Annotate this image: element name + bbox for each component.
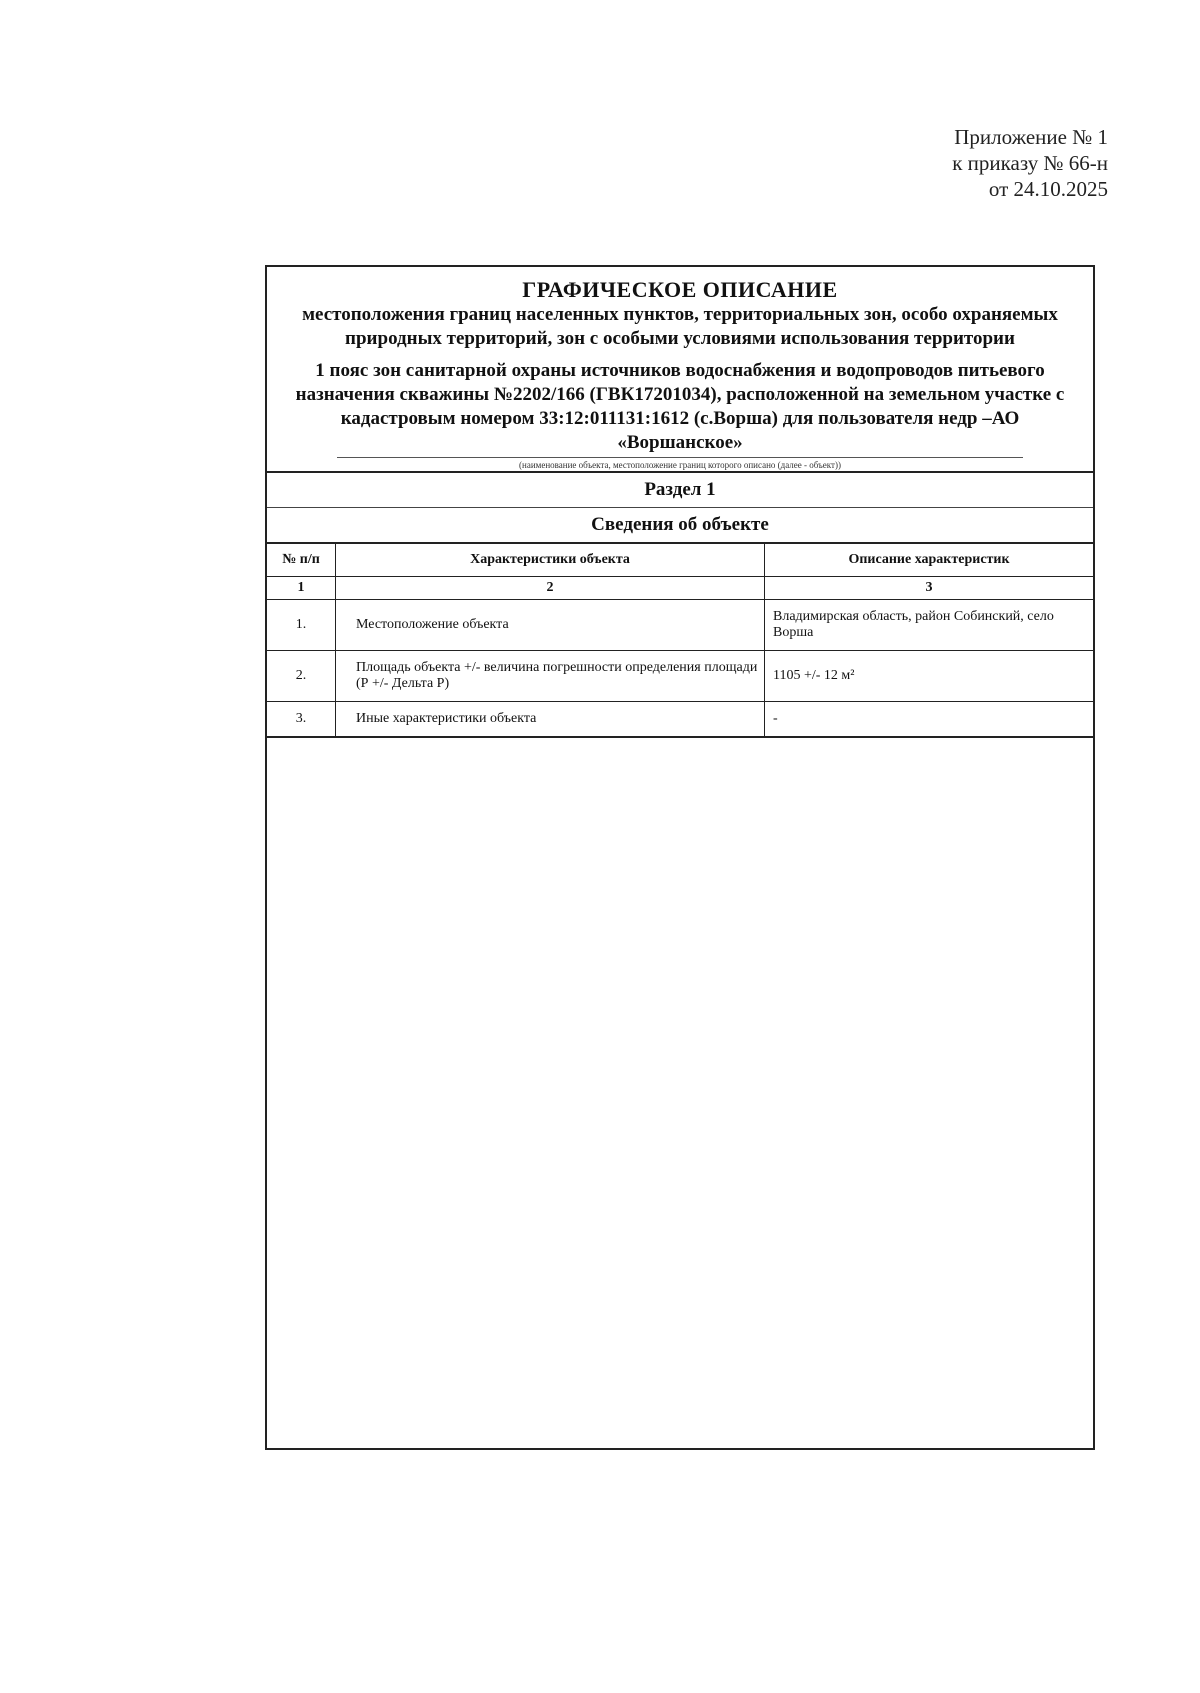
- header-description: Описание характеристик: [765, 543, 1094, 577]
- row-number: 2.: [267, 651, 336, 702]
- row-characteristic: Иные характеристики объекта: [336, 702, 765, 738]
- row-characteristic: Площадь объекта +/- величина погрешности определения площади (Р +/- Дельта Р): [336, 651, 765, 702]
- object-name: 1 пояс зон санитарной охраны источников водоснабжения и водопроводов питьевого назначения скважины №2202/166 (ГВК17201034), расположенной на земельном участке с кадастровым номером 33:12:011131:1612 (с.Ворша) для пользователя недр –АО «Воршанское»: [295, 360, 1065, 453]
- section-title: Раздел 1: [267, 471, 1093, 507]
- document-subtitle: местоположения границ населенных пунктов, территориальных зон, особо охраняемых природных территорий, зон с особыми условиями использования территории: [302, 304, 1058, 349]
- document-header: [267, 267, 1093, 471]
- row-description: 1105 +/- 12 м²: [765, 651, 1094, 702]
- table-row: [267, 600, 1093, 651]
- appendix-reference: [952, 124, 1108, 202]
- object-characteristics-table: [267, 542, 1093, 738]
- row-characteristic: Местоположение объекта: [336, 600, 765, 651]
- header-characteristic: Характеристики объекта: [336, 543, 765, 577]
- order-date: от 24.10.2025: [988, 177, 1108, 201]
- column-number-3: 3: [765, 577, 1094, 600]
- document-frame: [265, 265, 1095, 1450]
- order-number: к приказу № 66-н: [952, 151, 1108, 175]
- appendix-number: Приложение № 1: [954, 125, 1108, 149]
- table-row: [267, 651, 1093, 702]
- column-number-1: 1: [267, 577, 336, 600]
- row-description: Владимирская область, район Собинский, село Ворша: [765, 600, 1094, 651]
- column-number-2: 2: [336, 577, 765, 600]
- header-num: № п/п: [267, 543, 336, 577]
- table-header-row: [267, 543, 1093, 577]
- row-number: 3.: [267, 702, 336, 738]
- column-number-row: [267, 577, 1093, 600]
- document-title: ГРАФИЧЕСКОЕ ОПИСАНИЕ: [522, 277, 838, 302]
- object-info-title: Сведения об объекте: [267, 507, 1093, 542]
- table-row: [267, 702, 1093, 738]
- object-name-caption: (наименование объекта, местоположение границ которого описано (далее - объект)): [337, 457, 1023, 471]
- row-description: -: [765, 702, 1094, 738]
- row-number: 1.: [267, 600, 336, 651]
